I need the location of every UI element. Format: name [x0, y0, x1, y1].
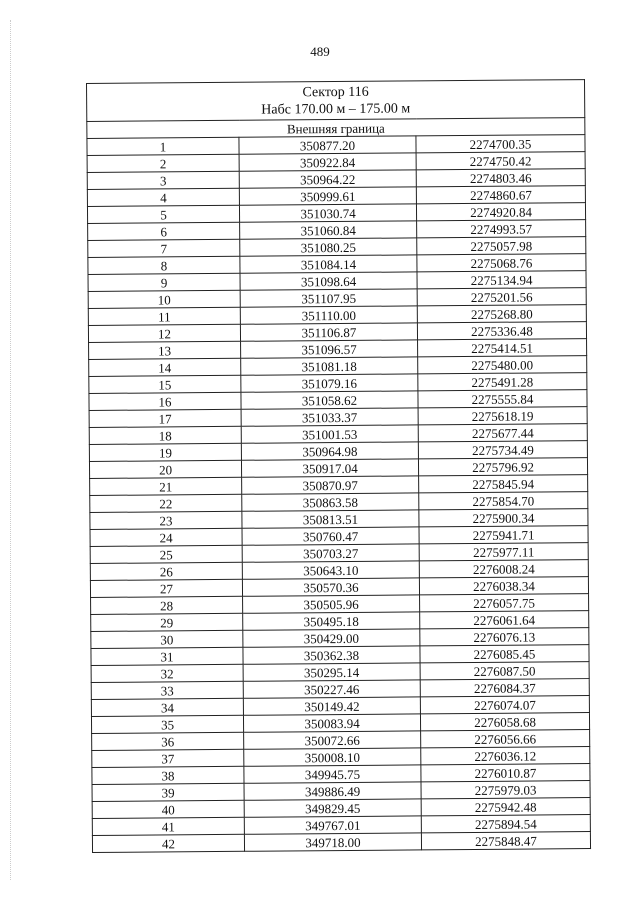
- x-coordinate-cell: 350227.46: [243, 680, 420, 698]
- x-coordinate-cell: 350149.42: [243, 697, 420, 715]
- x-coordinate-cell: 350429.00: [243, 629, 420, 647]
- page-number: 489: [310, 44, 330, 59]
- point-number-cell: 16: [89, 392, 241, 410]
- table-body: [87, 135, 591, 853]
- x-coordinate-cell: 351084.14: [240, 255, 417, 273]
- section-title: Внешняя граница: [87, 118, 585, 139]
- x-coordinate-cell: 350570.36: [242, 578, 419, 596]
- point-number-cell: 27: [90, 579, 242, 597]
- x-coordinate-cell: 350917.04: [241, 459, 418, 477]
- point-number-cell: 12: [88, 324, 240, 342]
- x-coordinate-cell: 351081.18: [241, 357, 418, 375]
- x-coordinate-cell: 351080.25: [240, 238, 417, 256]
- point-number-cell: 30: [91, 630, 243, 648]
- x-coordinate-cell: 351058.62: [241, 391, 418, 409]
- x-coordinate-cell: 350863.58: [242, 493, 419, 511]
- x-coordinate-cell: 350362.38: [243, 646, 420, 664]
- coordinates-table: [86, 79, 591, 853]
- y-coordinate-cell: 2275894.54: [421, 815, 590, 833]
- x-coordinate-cell: 350877.20: [239, 136, 416, 154]
- x-coordinate-cell: 351001.53: [241, 425, 418, 443]
- x-coordinate-cell: 350964.98: [241, 442, 418, 460]
- y-coordinate-cell: 2275555.84: [418, 390, 587, 408]
- y-coordinate-cell: 2275942.48: [421, 798, 590, 816]
- y-coordinate-cell: 2274920.84: [416, 203, 585, 221]
- x-coordinate-cell: 351030.74: [239, 204, 416, 222]
- point-number-cell: 9: [88, 273, 240, 291]
- y-coordinate-cell: 2275734.49: [418, 441, 587, 459]
- point-number-cell: 1: [87, 137, 239, 155]
- y-coordinate-cell: 2276074.07: [420, 696, 589, 714]
- point-number-cell: 14: [89, 358, 241, 376]
- y-coordinate-cell: 2275677.44: [418, 424, 587, 442]
- x-coordinate-cell: 351110.00: [240, 306, 417, 324]
- point-number-cell: 21: [90, 477, 242, 495]
- point-number-cell: 26: [90, 562, 242, 580]
- table-title: Сектор 116: [302, 84, 369, 101]
- y-coordinate-cell: 2275134.94: [417, 271, 586, 289]
- y-coordinate-cell: 2276076.13: [420, 628, 589, 646]
- y-coordinate-cell: 2274750.42: [416, 152, 585, 170]
- y-coordinate-cell: 2275941.71: [419, 526, 588, 544]
- y-coordinate-cell: 2276057.75: [420, 594, 589, 612]
- y-coordinate-cell: 2276010.87: [421, 764, 590, 782]
- y-coordinate-cell: 2275480.00: [418, 356, 587, 374]
- x-coordinate-cell: 351079.16: [241, 374, 418, 392]
- y-coordinate-cell: 2275979.03: [421, 781, 590, 799]
- x-coordinate-cell: 350643.10: [242, 561, 419, 579]
- point-number-cell: 3: [87, 171, 239, 189]
- point-number-cell: 28: [91, 596, 243, 614]
- y-coordinate-cell: 2274860.67: [416, 186, 585, 204]
- table-header: [87, 80, 585, 122]
- y-coordinate-cell: 2275977.11: [419, 543, 588, 561]
- y-coordinate-cell: 2275900.34: [419, 509, 588, 527]
- y-coordinate-cell: 2276058.68: [420, 713, 589, 731]
- y-coordinate-cell: 2276008.24: [419, 560, 588, 578]
- y-coordinate-cell: 2274700.35: [416, 135, 585, 153]
- point-number-cell: 8: [88, 256, 240, 274]
- point-number-cell: 31: [91, 647, 243, 665]
- point-number-cell: 22: [90, 494, 242, 512]
- x-coordinate-cell: 351106.87: [240, 323, 417, 341]
- x-coordinate-cell: 350922.84: [239, 153, 416, 171]
- point-number-cell: 20: [89, 460, 241, 478]
- point-number-cell: 24: [90, 528, 242, 546]
- y-coordinate-cell: 2276087.50: [420, 662, 589, 680]
- x-coordinate-cell: 351098.64: [240, 272, 417, 290]
- point-number-cell: 13: [89, 341, 241, 359]
- y-coordinate-cell: 2276084.37: [420, 679, 589, 697]
- point-number-cell: 32: [91, 664, 243, 682]
- point-number-cell: 34: [91, 698, 243, 716]
- y-coordinate-cell: 2275068.76: [417, 254, 586, 272]
- point-number-cell: 37: [92, 749, 244, 767]
- y-coordinate-cell: 2276036.12: [421, 747, 590, 765]
- point-number-cell: 41: [92, 817, 244, 835]
- point-number-cell: 2: [87, 154, 239, 172]
- table-subtitle: Набс 170.00 м – 175.00 м: [261, 101, 411, 118]
- x-coordinate-cell: 350072.66: [244, 731, 421, 749]
- x-coordinate-cell: 351033.37: [241, 408, 418, 426]
- point-number-cell: 19: [89, 443, 241, 461]
- y-coordinate-cell: 2276038.34: [419, 577, 588, 595]
- x-coordinate-cell: 350083.94: [243, 714, 420, 732]
- x-coordinate-cell: 351096.57: [241, 340, 418, 358]
- y-coordinate-cell: 2276085.45: [420, 645, 589, 663]
- x-coordinate-cell: 349886.49: [244, 782, 421, 800]
- point-number-cell: 10: [88, 290, 240, 308]
- point-number-cell: 29: [91, 613, 243, 631]
- y-coordinate-cell: 2275201.56: [417, 288, 586, 306]
- scan-edge: [10, 20, 12, 880]
- y-coordinate-cell: 2274803.46: [416, 169, 585, 187]
- point-number-cell: 6: [88, 222, 240, 240]
- x-coordinate-cell: 349718.00: [244, 833, 421, 851]
- x-coordinate-cell: 350703.27: [242, 544, 419, 562]
- y-coordinate-cell: 2276061.64: [420, 611, 589, 629]
- x-coordinate-cell: 349945.75: [244, 765, 421, 783]
- point-number-cell: 15: [89, 375, 241, 393]
- x-coordinate-cell: 350295.14: [243, 663, 420, 681]
- x-coordinate-cell: 350505.96: [243, 595, 420, 613]
- x-coordinate-cell: 350964.22: [239, 170, 416, 188]
- point-number-cell: 5: [87, 205, 239, 223]
- point-number-cell: 7: [88, 239, 240, 257]
- point-number-cell: 33: [91, 681, 243, 699]
- point-number-cell: 11: [88, 307, 240, 325]
- y-coordinate-cell: 2275618.19: [418, 407, 587, 425]
- point-number-cell: 42: [92, 834, 244, 852]
- y-coordinate-cell: 2275414.51: [418, 339, 587, 357]
- x-coordinate-cell: 349829.45: [244, 799, 421, 817]
- y-coordinate-cell: 2274993.57: [417, 220, 586, 238]
- point-number-cell: 23: [90, 511, 242, 529]
- y-coordinate-cell: 2275057.98: [417, 237, 586, 255]
- x-coordinate-cell: 350760.47: [242, 527, 419, 545]
- y-coordinate-cell: 2275336.48: [417, 322, 586, 340]
- point-number-cell: 4: [87, 188, 239, 206]
- y-coordinate-cell: 2275848.47: [421, 832, 590, 850]
- x-coordinate-cell: 350813.51: [242, 510, 419, 528]
- x-coordinate-cell: 350495.18: [243, 612, 420, 630]
- point-number-cell: 35: [91, 715, 243, 733]
- x-coordinate-cell: 349767.01: [244, 816, 421, 834]
- point-number-cell: 25: [90, 545, 242, 563]
- y-coordinate-cell: 2275845.94: [419, 475, 588, 493]
- y-coordinate-cell: 2276056.66: [421, 730, 590, 748]
- x-coordinate-cell: 350008.10: [244, 748, 421, 766]
- y-coordinate-cell: 2275796.92: [418, 458, 587, 476]
- point-number-cell: 18: [89, 426, 241, 444]
- table-row: [92, 832, 590, 853]
- x-coordinate-cell: 351107.95: [240, 289, 417, 307]
- point-number-cell: 38: [92, 766, 244, 784]
- coordinates-table-wrapper: [86, 79, 590, 853]
- point-number-cell: 40: [92, 800, 244, 818]
- y-coordinate-cell: 2275268.80: [417, 305, 586, 323]
- table-header-row: [87, 80, 585, 122]
- y-coordinate-cell: 2275854.70: [419, 492, 588, 510]
- point-number-cell: 39: [92, 783, 244, 801]
- point-number-cell: 17: [89, 409, 241, 427]
- x-coordinate-cell: 351060.84: [240, 221, 417, 239]
- x-coordinate-cell: 350999.61: [239, 187, 416, 205]
- point-number-cell: 36: [92, 732, 244, 750]
- x-coordinate-cell: 350870.97: [242, 476, 419, 494]
- y-coordinate-cell: 2275491.28: [418, 373, 587, 391]
